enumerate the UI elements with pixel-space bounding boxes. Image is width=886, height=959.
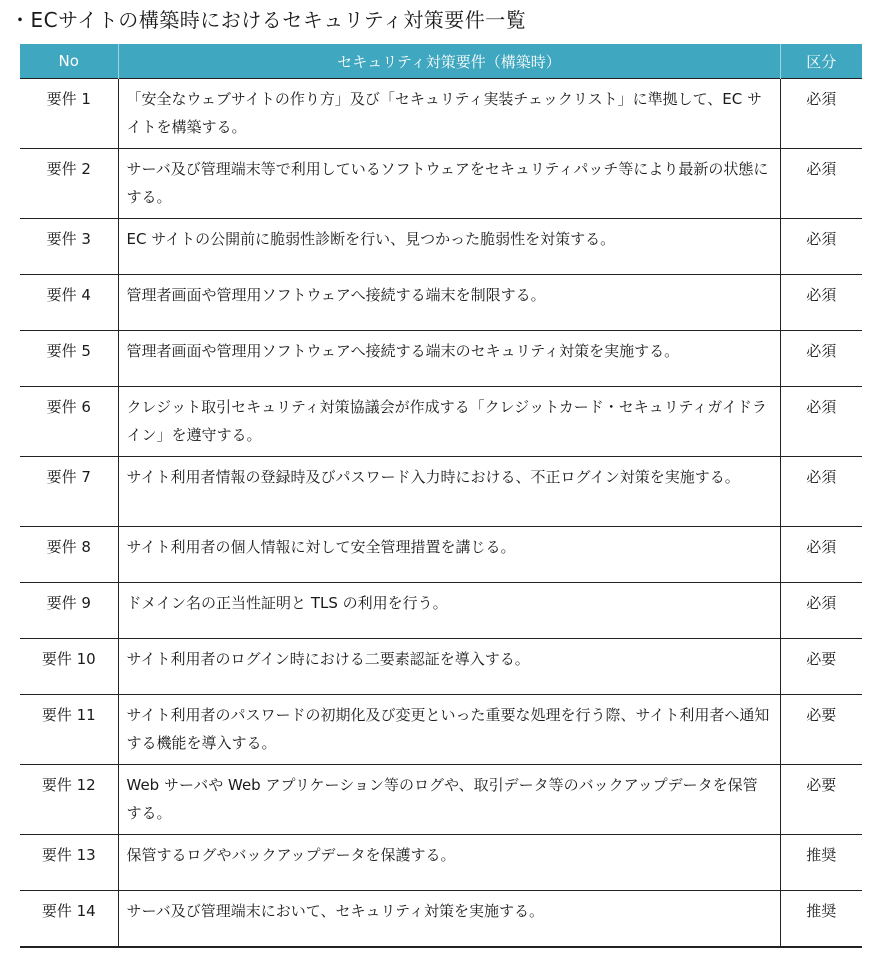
- table-row: [20, 835, 862, 891]
- requirement-description: サーバ及び管理端末において、セキュリティ対策を実施する。: [118, 891, 780, 947]
- requirement-no: 要件 5: [20, 331, 118, 387]
- table-row: [20, 583, 862, 639]
- requirement-no: 要件 14: [20, 891, 118, 947]
- table-header-row: [20, 44, 862, 79]
- requirement-description: Web サーバや Web アプリケーション等のログや、取引データ等のバックアップデータを保管する。: [118, 765, 780, 835]
- table-row: [20, 387, 862, 457]
- table-row: [20, 457, 862, 527]
- requirements-table: [20, 44, 862, 948]
- table-row: [20, 695, 862, 765]
- table-row: [20, 639, 862, 695]
- requirement-category: 必要: [780, 639, 862, 695]
- requirement-category: 必須: [780, 457, 862, 527]
- requirement-no: 要件 4: [20, 275, 118, 331]
- requirement-description: EC サイトの公開前に脆弱性診断を行い、見つかった脆弱性を対策する。: [118, 219, 780, 275]
- header-no: No: [20, 44, 118, 79]
- requirement-category: 必要: [780, 695, 862, 765]
- table-row: [20, 275, 862, 331]
- requirement-no: 要件 2: [20, 149, 118, 219]
- requirement-category: 必須: [780, 79, 862, 149]
- requirement-category: 必須: [780, 275, 862, 331]
- requirement-no: 要件 8: [20, 527, 118, 583]
- requirement-category: 必要: [780, 765, 862, 835]
- requirement-description: 管理者画面や管理用ソフトウェアへ接続する端末を制限する。: [118, 275, 780, 331]
- table-row: [20, 149, 862, 219]
- requirement-category: 必須: [780, 387, 862, 457]
- requirement-category: 必須: [780, 331, 862, 387]
- requirement-category: 必須: [780, 527, 862, 583]
- requirement-no: 要件 3: [20, 219, 118, 275]
- header-description: セキュリティ対策要件（構築時）: [118, 44, 780, 79]
- requirement-description: ドメイン名の正当性証明と TLS の利用を行う。: [118, 583, 780, 639]
- table-row: [20, 219, 862, 275]
- requirement-description: 保管するログやバックアップデータを保護する。: [118, 835, 780, 891]
- requirement-description: クレジット取引セキュリティ対策協議会が作成する「クレジットカード・セキュリティガイドライン」を遵守する。: [118, 387, 780, 457]
- requirement-no: 要件 7: [20, 457, 118, 527]
- requirement-category: 必須: [780, 149, 862, 219]
- requirement-no: 要件 12: [20, 765, 118, 835]
- page-title: ・ECサイトの構築時におけるセキュリティ対策要件一覧: [10, 8, 527, 32]
- requirement-description: 管理者画面や管理用ソフトウェアへ接続する端末のセキュリティ対策を実施する。: [118, 331, 780, 387]
- table-row: [20, 331, 862, 387]
- requirement-no: 要件 13: [20, 835, 118, 891]
- requirement-category: 推奨: [780, 835, 862, 891]
- requirement-description: 「安全なウェブサイトの作り方」及び「セキュリティ実装チェックリスト」に準拠して、EC サイトを構築する。: [118, 79, 780, 149]
- requirement-no: 要件 1: [20, 79, 118, 149]
- requirement-description: サイト利用者のログイン時における二要素認証を導入する。: [118, 639, 780, 695]
- table-row: [20, 891, 862, 947]
- requirement-category: 必須: [780, 219, 862, 275]
- table-row: [20, 765, 862, 835]
- requirement-description: サーバ及び管理端末等で利用しているソフトウェアをセキュリティパッチ等により最新の状態にする。: [118, 149, 780, 219]
- requirement-no: 要件 11: [20, 695, 118, 765]
- header-category: 区分: [780, 44, 862, 79]
- requirement-no: 要件 10: [20, 639, 118, 695]
- requirement-description: サイト利用者の個人情報に対して安全管理措置を講じる。: [118, 527, 780, 583]
- table-row: [20, 527, 862, 583]
- requirement-description: サイト利用者のパスワードの初期化及び変更といった重要な処理を行う際、サイト利用者へ通知する機能を導入する。: [118, 695, 780, 765]
- requirement-category: 推奨: [780, 891, 862, 947]
- table-row: [20, 79, 862, 149]
- requirement-category: 必須: [780, 583, 862, 639]
- requirement-description: サイト利用者情報の登録時及びパスワード入力時における、不正ログイン対策を実施する。: [118, 457, 780, 527]
- requirement-no: 要件 6: [20, 387, 118, 457]
- requirement-no: 要件 9: [20, 583, 118, 639]
